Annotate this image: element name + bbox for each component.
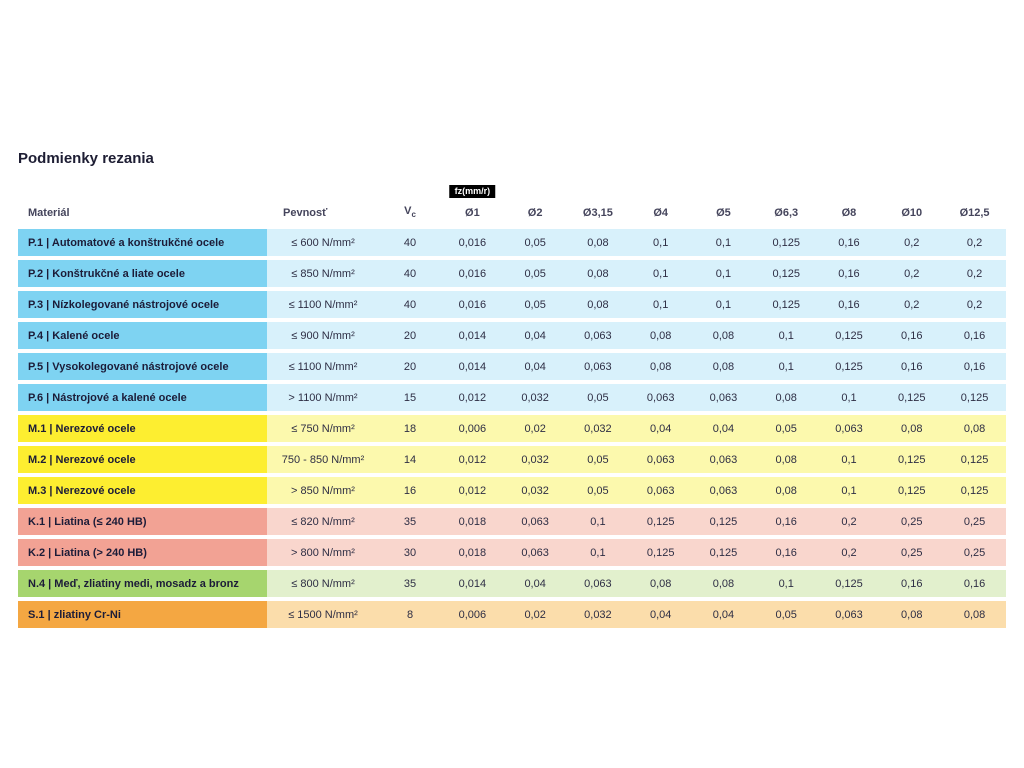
fz-value-cell: 0,2 — [943, 260, 1006, 287]
table-row — [18, 353, 1006, 380]
fz-value-cell: 0,016 — [441, 291, 504, 318]
fz-value-cell: 0,032 — [567, 415, 630, 442]
fz-value-cell: 0,125 — [755, 291, 818, 318]
fz-value-cell: 0,08 — [943, 415, 1006, 442]
table-row — [18, 291, 1006, 318]
fz-value-cell: 0,2 — [818, 539, 881, 566]
vc-cell: 30 — [379, 539, 441, 566]
fz-value-cell: 0,1 — [629, 260, 692, 287]
column-header-diameter: Ø8 — [841, 207, 857, 219]
fz-value-cell: 0,16 — [818, 260, 881, 287]
fz-value-cell: 0,1 — [692, 229, 755, 256]
vc-cell: 35 — [379, 570, 441, 597]
material-cell: P.6 | Nástrojové a kalené ocele — [18, 384, 267, 411]
fz-value-cell: 0,125 — [943, 477, 1006, 504]
strength-cell: ≤ 900 N/mm² — [267, 322, 379, 349]
strength-cell: ≤ 1100 N/mm² — [267, 353, 379, 380]
fz-value-cell: 0,05 — [567, 477, 630, 504]
fz-value-cell: 0,063 — [629, 446, 692, 473]
fz-value-cell: 0,05 — [504, 260, 567, 287]
fz-value-cell: 0,063 — [818, 601, 881, 628]
fz-value-cell: 0,08 — [880, 601, 943, 628]
fz-value-cell: 0,25 — [943, 539, 1006, 566]
fz-value-cell: 0,2 — [880, 260, 943, 287]
fz-value-cell: 0,125 — [692, 539, 755, 566]
fz-value-cell: 0,012 — [441, 384, 504, 411]
fz-value-cell: 0,16 — [755, 508, 818, 535]
strength-cell: 750 - 850 N/mm² — [267, 446, 379, 473]
vc-cell: 40 — [379, 291, 441, 318]
fz-value-cell: 0,032 — [504, 446, 567, 473]
fz-value-cell: 0,032 — [504, 384, 567, 411]
column-header-diameter: Ø5 — [716, 207, 731, 219]
strength-cell: ≤ 1500 N/mm² — [267, 601, 379, 628]
fz-value-cell: 0,125 — [880, 446, 943, 473]
fz-value-cell: 0,125 — [755, 260, 818, 287]
vc-cell: 14 — [379, 446, 441, 473]
table-row — [18, 601, 1006, 628]
vc-cell: 15 — [379, 384, 441, 411]
fz-value-cell: 0,25 — [880, 508, 943, 535]
vc-subscript: c — [411, 210, 416, 219]
fz-value-cell: 0,25 — [880, 539, 943, 566]
fz-value-cell: 0,006 — [441, 415, 504, 442]
fz-value-cell: 0,05 — [755, 415, 818, 442]
fz-value-cell: 0,1 — [567, 539, 630, 566]
column-header-vc — [379, 183, 441, 225]
fz-value-cell: 0,006 — [441, 601, 504, 628]
fz-value-cell: 0,063 — [818, 415, 881, 442]
strength-cell: ≤ 600 N/mm² — [267, 229, 379, 256]
fz-value-cell: 0,063 — [629, 384, 692, 411]
fz-value-cell: 0,2 — [880, 229, 943, 256]
material-cell: P.1 | Automatové a konštrukčné ocele — [18, 229, 267, 256]
table-row — [18, 322, 1006, 349]
fz-value-cell: 0,1 — [629, 291, 692, 318]
fz-value-cell: 0,08 — [880, 415, 943, 442]
material-cell: S.1 | zliatiny Cr-Ni — [18, 601, 267, 628]
fz-value-cell: 0,014 — [441, 570, 504, 597]
fz-value-cell: 0,063 — [567, 570, 630, 597]
fz-value-cell: 0,05 — [567, 446, 630, 473]
strength-cell: ≤ 850 N/mm² — [267, 260, 379, 287]
fz-value-cell: 0,063 — [692, 384, 755, 411]
column-header-diameter: Ø10 — [901, 207, 923, 219]
fz-value-cell: 0,04 — [692, 601, 755, 628]
table-row — [18, 229, 1006, 256]
fz-value-cell: 0,016 — [441, 229, 504, 256]
fz-value-cell: 0,063 — [504, 539, 567, 566]
fz-value-cell: 0,012 — [441, 477, 504, 504]
fz-value-cell: 0,125 — [629, 539, 692, 566]
fz-value-cell: 0,1 — [755, 322, 818, 349]
column-header-strength: Pevnosť — [283, 207, 328, 219]
fz-value-cell: 0,08 — [755, 477, 818, 504]
fz-value-cell: 0,032 — [567, 601, 630, 628]
fz-value-cell: 0,063 — [567, 353, 630, 380]
fz-value-cell: 0,16 — [818, 291, 881, 318]
fz-value-cell: 0,125 — [818, 353, 881, 380]
fz-value-cell: 0,16 — [755, 539, 818, 566]
material-cell: M.2 | Nerezové ocele — [18, 446, 267, 473]
strength-cell: ≤ 1100 N/mm² — [267, 291, 379, 318]
fz-value-cell: 0,063 — [692, 477, 755, 504]
column-header-diameter: Ø12,5 — [959, 207, 990, 219]
fz-value-cell: 0,063 — [629, 477, 692, 504]
fz-value-cell: 0,125 — [818, 322, 881, 349]
fz-value-cell: 0,08 — [567, 229, 630, 256]
fz-value-cell: 0,25 — [943, 508, 1006, 535]
fz-value-cell: 0,018 — [441, 508, 504, 535]
fz-value-cell: 0,1 — [755, 570, 818, 597]
fz-value-cell: 0,04 — [692, 415, 755, 442]
strength-cell: ≤ 800 N/mm² — [267, 570, 379, 597]
page-title: Podmienky rezania — [18, 150, 154, 167]
strength-cell: > 800 N/mm² — [267, 539, 379, 566]
fz-value-cell: 0,018 — [441, 539, 504, 566]
fz-value-cell: 0,1 — [692, 291, 755, 318]
fz-value-cell: 0,016 — [441, 260, 504, 287]
fz-value-cell: 0,1 — [755, 353, 818, 380]
fz-value-cell: 0,125 — [943, 446, 1006, 473]
fz-value-cell: 0,05 — [567, 384, 630, 411]
cutting-conditions-table — [18, 179, 1006, 632]
fz-value-cell: 0,2 — [818, 508, 881, 535]
fz-value-cell: 0,063 — [504, 508, 567, 535]
fz-value-cell: 0,014 — [441, 353, 504, 380]
fz-value-cell: 0,012 — [441, 446, 504, 473]
fz-value-cell: 0,125 — [818, 570, 881, 597]
table-row — [18, 384, 1006, 411]
column-header-diameter: Ø6,3 — [774, 207, 799, 219]
vc-cell: 20 — [379, 322, 441, 349]
strength-cell: ≤ 750 N/mm² — [267, 415, 379, 442]
fz-value-cell: 0,08 — [755, 384, 818, 411]
fz-value-cell: 0,16 — [880, 570, 943, 597]
fz-value-cell: 0,04 — [629, 415, 692, 442]
material-cell: P.4 | Kalené ocele — [18, 322, 267, 349]
fz-unit-badge: fz(mm/r) — [450, 185, 496, 198]
table-row — [18, 477, 1006, 504]
material-cell: N.4 | Meď, zliatiny medi, mosadz a bronz — [18, 570, 267, 597]
strength-cell: > 850 N/mm² — [267, 477, 379, 504]
material-cell: P.5 | Vysokolegované nástrojové ocele — [18, 353, 267, 380]
fz-value-cell: 0,08 — [567, 291, 630, 318]
fz-value-cell: 0,08 — [692, 353, 755, 380]
fz-value-cell: 0,16 — [943, 353, 1006, 380]
fz-value-cell: 0,05 — [504, 291, 567, 318]
fz-value-cell: 0,125 — [629, 508, 692, 535]
fz-value-cell: 0,04 — [504, 322, 567, 349]
table-row — [18, 415, 1006, 442]
fz-value-cell: 0,063 — [567, 322, 630, 349]
fz-value-cell: 0,08 — [692, 570, 755, 597]
column-header-diameter: Ø4 — [653, 207, 669, 219]
fz-value-cell: 0,2 — [880, 291, 943, 318]
fz-value-cell: 0,04 — [504, 570, 567, 597]
fz-value-cell: 0,16 — [880, 353, 943, 380]
fz-value-cell: 0,1 — [818, 477, 881, 504]
table-row — [18, 570, 1006, 597]
fz-value-cell: 0,16 — [943, 570, 1006, 597]
fz-value-cell: 0,05 — [504, 229, 567, 256]
fz-value-cell: 0,08 — [943, 601, 1006, 628]
table-row — [18, 508, 1006, 535]
fz-value-cell: 0,1 — [818, 384, 881, 411]
fz-value-cell: 0,08 — [629, 353, 692, 380]
table-body — [18, 229, 1006, 628]
strength-cell: > 1100 N/mm² — [267, 384, 379, 411]
fz-value-cell: 0,04 — [504, 353, 567, 380]
vc-cell: 16 — [379, 477, 441, 504]
fz-value-cell: 0,2 — [943, 229, 1006, 256]
vc-cell: 18 — [379, 415, 441, 442]
fz-value-cell: 0,1 — [567, 508, 630, 535]
fz-value-cell: 0,1 — [629, 229, 692, 256]
table-row — [18, 539, 1006, 566]
table-row — [18, 446, 1006, 473]
column-header-diameter: Ø3,15 — [582, 207, 613, 219]
fz-value-cell: 0,16 — [818, 229, 881, 256]
fz-value-cell: 0,08 — [755, 446, 818, 473]
material-cell: P.2 | Konštrukčné a liate ocele — [18, 260, 267, 287]
material-cell: M.1 | Nerezové ocele — [18, 415, 267, 442]
fz-value-cell: 0,08 — [567, 260, 630, 287]
fz-value-cell: 0,1 — [818, 446, 881, 473]
vc-cell: 40 — [379, 260, 441, 287]
fz-value-cell: 0,063 — [692, 446, 755, 473]
column-header-diameter: Ø1 fz(mm/r) — [441, 183, 504, 225]
strength-cell: ≤ 820 N/mm² — [267, 508, 379, 535]
fz-value-cell: 0,16 — [943, 322, 1006, 349]
fz-value-cell: 0,08 — [629, 322, 692, 349]
vc-cell: 8 — [379, 601, 441, 628]
fz-value-cell: 0,2 — [943, 291, 1006, 318]
fz-value-cell: 0,032 — [504, 477, 567, 504]
material-cell: K.2 | Liatina (> 240 HB) — [18, 539, 267, 566]
fz-value-cell: 0,02 — [504, 601, 567, 628]
fz-value-cell: 0,014 — [441, 322, 504, 349]
fz-value-cell: 0,08 — [629, 570, 692, 597]
table-row — [18, 260, 1006, 287]
table-header-row — [18, 183, 1006, 225]
material-cell: M.3 | Nerezové ocele — [18, 477, 267, 504]
vc-cell: 20 — [379, 353, 441, 380]
column-header-diameter: Ø2 — [527, 207, 543, 219]
fz-value-cell: 0,05 — [755, 601, 818, 628]
fz-value-cell: 0,125 — [755, 229, 818, 256]
fz-value-cell: 0,125 — [880, 477, 943, 504]
fz-value-cell: 0,125 — [692, 508, 755, 535]
fz-value-cell: 0,02 — [504, 415, 567, 442]
vc-symbol: V — [404, 204, 412, 217]
vc-cell: 40 — [379, 229, 441, 256]
fz-value-cell: 0,125 — [943, 384, 1006, 411]
fz-value-cell: 0,1 — [692, 260, 755, 287]
column-header-material: Materiál — [28, 207, 70, 219]
material-cell: K.1 | Liatina (≤ 240 HB) — [18, 508, 267, 535]
fz-value-cell: 0,08 — [692, 322, 755, 349]
fz-value-cell: 0,125 — [880, 384, 943, 411]
fz-value-cell: 0,16 — [880, 322, 943, 349]
material-cell: P.3 | Nízkolegované nástrojové ocele — [18, 291, 267, 318]
fz-value-cell: 0,04 — [629, 601, 692, 628]
vc-cell: 35 — [379, 508, 441, 535]
